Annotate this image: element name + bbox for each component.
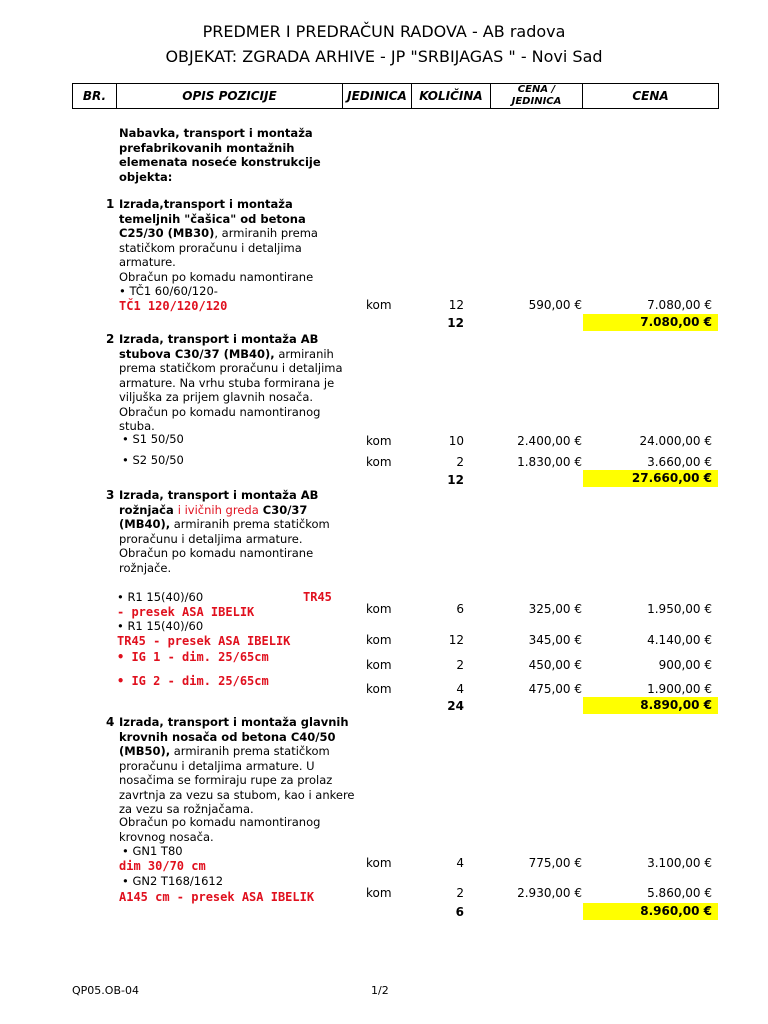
quantity: 10	[448, 434, 464, 448]
item1-total: 7.080,00 €	[583, 314, 718, 331]
list-item: • GN2 T168/1612	[122, 874, 224, 888]
total-quantity: 24	[447, 699, 464, 713]
list-item: • S2 50/50	[122, 453, 184, 467]
unit-price: 325,00 €	[528, 602, 582, 616]
amount: 1.900,00 €	[647, 682, 712, 696]
item2-description: Izrada, transport i montaža AB stubova C30/37 (MB40), armiranih prema statičkom proračunu i detaljima armature. Na vrhu stuba formirana je viljuška za prijem glavnih nosača. Obračun po komadu namontiranog stuba.	[119, 332, 343, 433]
item4-description: Izrada, transport i montaža glavnih krovnih nosača od betona C40/50 (MB50), armiranih prema statičkom proračunu i detaljima armature. U nosačima se formiraju rupe za prolaz zavrtnja za vezu sa stubom, kao i ankere za vezu sa rožnjačama.	[119, 715, 355, 816]
red-note: TR45 - presek ASA IBELIK	[117, 634, 291, 648]
unit-price: 2.930,00 €	[517, 886, 582, 900]
quantity: 2	[456, 658, 464, 672]
quantity: 12	[448, 633, 464, 647]
header-opis: OPIS POZICIJE	[116, 83, 343, 109]
header-cena: CENA	[582, 83, 719, 109]
unit-price: 590,00 €	[528, 298, 582, 312]
item-number: 3	[106, 488, 115, 502]
unit: kom	[366, 682, 392, 696]
quantity: 4	[456, 856, 464, 870]
unit: kom	[366, 633, 392, 647]
item-number: 1	[106, 197, 115, 211]
unit-price: 450,00 €	[528, 658, 582, 672]
unit-price: 345,00 €	[528, 633, 582, 647]
unit-price: 2.400,00 €	[517, 434, 582, 448]
item4-description-cont: Obračun po komadu namontiranog krovnog nosača.	[119, 815, 321, 844]
total-quantity: 6	[455, 905, 464, 919]
unit: kom	[366, 856, 392, 870]
header-jedinica: JEDINICA	[342, 83, 412, 109]
list-item: • S1 50/50	[122, 432, 184, 446]
list-item: • GN1 T80	[122, 844, 183, 858]
amount: 7.080,00 €	[647, 298, 712, 312]
amount: 900,00 €	[658, 658, 712, 672]
red-note: - presek ASA IBELIK	[117, 605, 255, 619]
item2-total: 27.660,00 €	[583, 470, 718, 487]
header-br: BR.	[72, 83, 117, 109]
list-item: • R1 15(40)/60	[117, 590, 204, 604]
item4-total: 8.960,00 €	[583, 903, 718, 920]
unit: kom	[366, 434, 392, 448]
item3-description: Izrada, transport i montaža AB rožnjača i ivičnih greda C30/37 (MB40), armiranih prema statičkom proračunu i detaljima armature. Obračun po komadu namontirane rožnjače.	[119, 488, 330, 575]
page-number: 1/2	[371, 984, 389, 997]
quantity: 6	[456, 602, 464, 616]
unit: kom	[366, 886, 392, 900]
quantity: 2	[456, 455, 464, 469]
red-note: A145 cm - presek ASA IBELIK	[119, 890, 315, 904]
amount: 3.100,00 €	[647, 856, 712, 870]
item-number: 4	[106, 715, 115, 729]
unit: kom	[366, 298, 392, 312]
document-code: QP05.OB-04	[72, 984, 139, 997]
intro-text: Nabavka, transport i montaža prefabrikovanih montažnih elemenata noseće konstrukcije objekta:	[119, 126, 321, 184]
amount: 4.140,00 €	[647, 633, 712, 647]
object-title: OBJEKAT: ZGRADA ARHIVE - JP "SRBIJAGAS " - Novi Sad	[165, 47, 603, 66]
unit-price: 475,00 €	[528, 682, 582, 696]
amount: 24.000,00 €	[639, 434, 712, 448]
unit: kom	[366, 602, 392, 616]
unit-price: 1.830,00 €	[517, 455, 582, 469]
quantity: 4	[456, 682, 464, 696]
header-kolicina: KOLIČINA	[411, 83, 491, 109]
red-note: • IG 1 - dim. 25/65cm	[117, 650, 269, 664]
item3-total: 8.890,00 €	[583, 697, 718, 714]
total-quantity: 12	[447, 316, 464, 330]
unit: kom	[366, 455, 392, 469]
quantity: 12	[448, 298, 464, 312]
list-item: • R1 15(40)/60	[117, 619, 204, 633]
red-note: • IG 2 - dim. 25/65cm	[117, 674, 269, 688]
header-cena-jedinica: CENA / JEDINICA	[490, 83, 583, 109]
red-note: dim 30/70 cm	[119, 859, 206, 873]
unit: kom	[366, 658, 392, 672]
unit-price: 775,00 €	[528, 856, 582, 870]
item-number: 2	[106, 332, 115, 346]
amount: 5.860,00 €	[647, 886, 712, 900]
document-title: PREDMER I PREDRAČUN RADOVA - AB radova	[202, 22, 566, 41]
quantity: 2	[456, 886, 464, 900]
item1-description: Izrada,transport i montaža temeljnih "čašica" od betona C25/30 (MB30), armiranih prema statičkom proračunu i detaljima armature. Obračun po komadu namontirane • TČ1 60/60/120- TČ1 120/120/120	[119, 197, 318, 313]
red-note: TR45	[303, 590, 332, 604]
amount: 1.950,00 €	[647, 602, 712, 616]
amount: 3.660,00 €	[647, 455, 712, 469]
total-quantity: 12	[447, 473, 464, 487]
